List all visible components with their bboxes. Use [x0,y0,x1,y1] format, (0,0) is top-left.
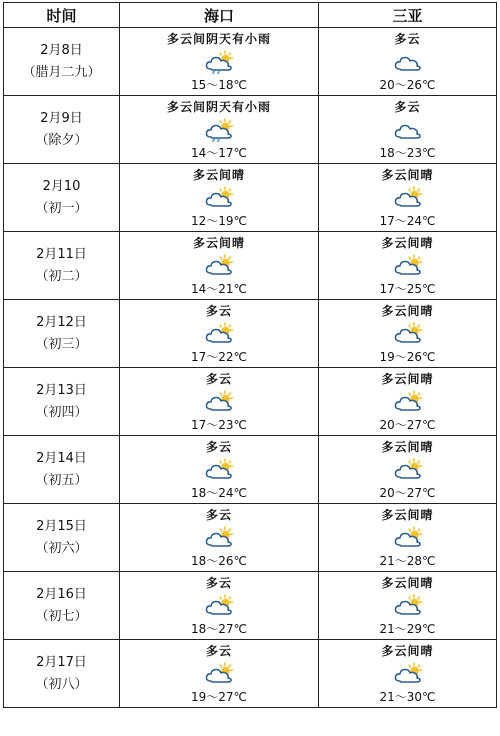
table-row [4,300,497,368]
partly-cloudy-icon [393,186,423,210]
haikou-weather-cell [120,96,319,164]
temperature-label: 17～25℃ [379,282,436,296]
condition-label: 多云间晴 [381,576,434,590]
condition-label: 多云 [394,32,421,46]
condition-label: 多云 [205,440,232,454]
date-label: 2月14日 [36,450,87,466]
partly-cloudy-icon [393,662,423,686]
partly-cloudy-icon [204,390,234,414]
condition-label: 多云间晴 [381,236,434,250]
date-cell [4,504,120,572]
table-row [4,504,497,572]
condition-label: 多云间晴 [381,372,434,386]
temperature-label: 14～17℃ [190,146,248,160]
date-label: 2月8日 [40,42,83,58]
lunar-date-label: （初六） [35,540,88,556]
date-cell [4,232,120,300]
condition-label: 多云间晴 [381,304,434,318]
haikou-weather-cell [120,28,319,96]
partly-cloudy-icon [393,526,423,550]
partly-cloudy-icon [393,390,423,414]
partly-cloudy-icon [204,322,234,346]
temperature-label: 20～27℃ [379,486,436,500]
table-row [4,164,497,232]
header-row [4,3,497,28]
condition-label: 多云间晴 [381,508,434,522]
condition-label: 多云 [205,576,232,590]
lunar-date-label: （初七） [35,608,88,624]
partly-cloudy-icon [204,662,234,686]
partly-cloudy-icon [204,458,234,482]
temperature-label: 18～26℃ [190,554,248,568]
table-row [4,572,497,640]
haikou-weather-cell [120,368,319,436]
header-time: 时间 [4,3,120,28]
date-cell [4,436,120,504]
date-cell [4,368,120,436]
temperature-label: 18～23℃ [379,146,436,160]
table-row [4,232,497,300]
condition-label: 多云间晴 [192,236,245,250]
lunar-date-label: （初二） [35,268,88,284]
temperature-label: 12～19℃ [190,214,248,228]
temperature-label: 14～21℃ [190,282,248,296]
condition-label: 多云 [205,508,232,522]
condition-label: 多云间阴天有小雨 [166,100,271,114]
date-cell [4,28,120,96]
temperature-label: 18～27℃ [190,622,248,636]
partly-cloudy-icon [393,254,423,278]
cloud-rain-icon [204,50,234,74]
condition-label: 多云 [394,100,421,114]
date-cell [4,300,120,368]
condition-label: 多云间晴 [192,168,245,182]
condition-label: 多云间晴 [381,644,434,658]
temperature-label: 21～30℃ [379,690,436,704]
date-label: 2月12日 [36,314,87,330]
temperature-label: 21～29℃ [379,622,436,636]
lunar-date-label: （初五） [35,472,88,488]
partly-cloudy-icon [393,458,423,482]
date-label: 2月16日 [36,586,87,602]
temperature-label: 17～23℃ [190,418,248,432]
cloud-icon [393,50,423,74]
haikou-weather-cell [120,504,319,572]
haikou-weather-cell [120,436,319,504]
sanya-weather-cell [319,640,497,708]
lunar-date-label: （除夕） [35,132,88,148]
sanya-weather-cell [319,436,497,504]
table-row [4,368,497,436]
partly-cloudy-icon [204,186,234,210]
date-label: 2月10 [42,178,81,194]
condition-label: 多云 [205,372,232,386]
table-row [4,640,497,708]
temperature-label: 19～26℃ [379,350,436,364]
table-row [4,436,497,504]
table-row [4,96,497,164]
condition-label: 多云间晴 [381,168,434,182]
condition-label: 多云间晴 [381,440,434,454]
temperature-label: 15～18℃ [190,78,248,92]
temperature-label: 20～26℃ [379,78,436,92]
forecast-table [3,2,497,708]
haikou-weather-cell [120,232,319,300]
temperature-label: 19～27℃ [190,690,248,704]
haikou-weather-cell [120,640,319,708]
lunar-date-label: （初四） [35,404,88,420]
temperature-label: 17～22℃ [190,350,248,364]
condition-label: 多云 [205,644,232,658]
sanya-weather-cell [319,164,497,232]
partly-cloudy-icon [393,594,423,618]
haikou-weather-cell [120,300,319,368]
condition-label: 多云 [205,304,232,318]
cloud-icon [393,118,423,142]
date-label: 2月17日 [36,654,87,670]
date-cell [4,640,120,708]
temperature-label: 18～24℃ [190,486,248,500]
cloud-rain-icon [204,118,234,142]
sanya-weather-cell [319,572,497,640]
sanya-weather-cell [319,96,497,164]
date-cell [4,572,120,640]
partly-cloudy-icon [393,322,423,346]
sanya-weather-cell [319,504,497,572]
sanya-weather-cell [319,300,497,368]
lunar-date-label: （初八） [35,676,88,692]
lunar-date-label: （腊月二九） [22,64,101,80]
partly-cloudy-icon [204,594,234,618]
date-label: 2月9日 [40,110,83,126]
temperature-label: 20～27℃ [379,418,436,432]
date-label: 2月11日 [36,246,87,262]
lunar-date-label: （初一） [35,200,88,216]
temperature-label: 17～24℃ [379,214,436,228]
date-cell [4,96,120,164]
temperature-label: 21～28℃ [379,554,436,568]
date-label: 2月13日 [36,382,87,398]
header-haikou: 海口 [120,3,319,28]
sanya-weather-cell [319,368,497,436]
condition-label: 多云间阴天有小雨 [166,32,271,46]
date-cell [4,164,120,232]
sanya-weather-cell [319,28,497,96]
partly-cloudy-icon [204,254,234,278]
header-sanya: 三亚 [319,3,497,28]
sanya-weather-cell [319,232,497,300]
table-row [4,28,497,96]
lunar-date-label: （初三） [35,336,88,352]
date-label: 2月15日 [36,518,87,534]
haikou-weather-cell [120,164,319,232]
haikou-weather-cell [120,572,319,640]
partly-cloudy-icon [204,526,234,550]
